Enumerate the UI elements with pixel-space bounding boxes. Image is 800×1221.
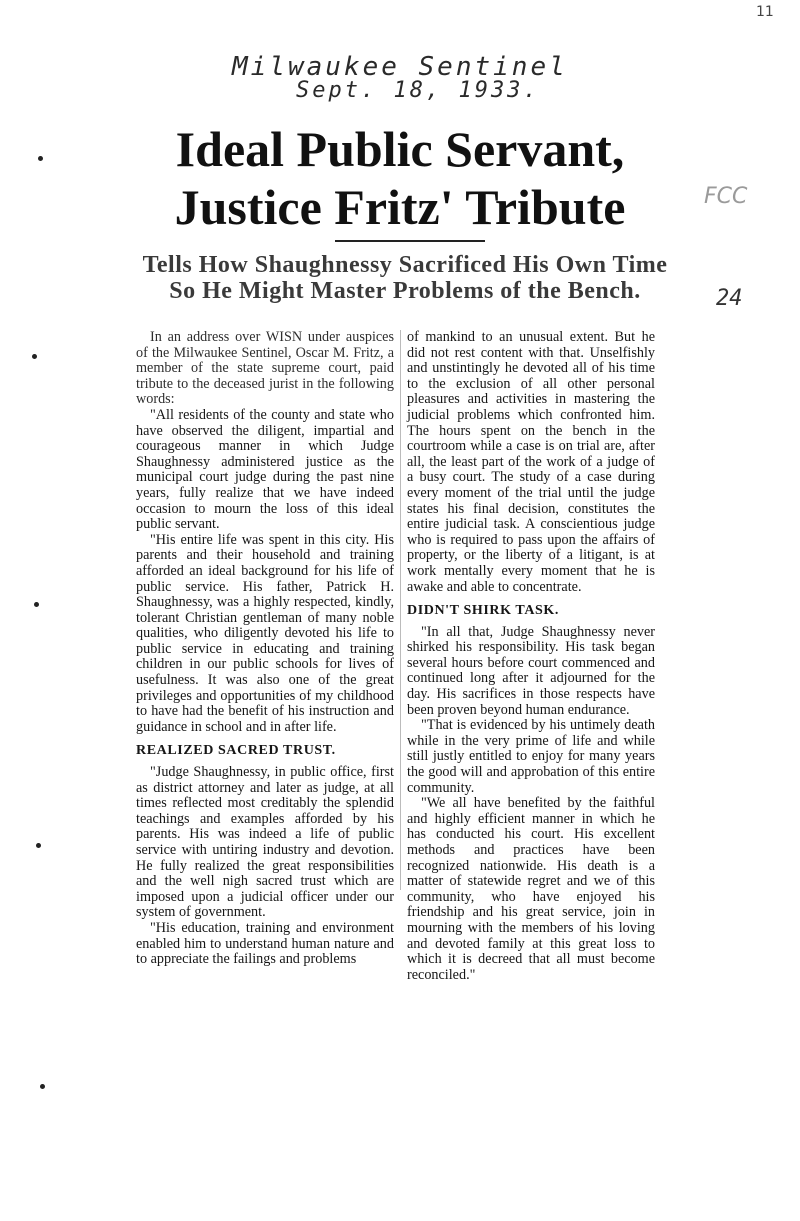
article-paragraph: "We all have benefited by the faithful and highly efficient manner in which he has conducted his court. His excellent methods and practices have been recognized nationwide. His death is a matter of statewide regret and we of this community, who have enjoyed his friendship and his great service, join in mourning with the members of his loving and devoted family at this great loss to which it is decreed that all must become reconciled." (407, 795, 655, 983)
article-paragraph: "His entire life was spent in this city. His parents and their household and training afforded an ideal background for his life of public service. His father, Patrick H. Shaughnessy, was a highly respected, kindly, tolerant Christian gentleman of many noble qualities, who diligently devoted his life to public service in educating and training children in our public schools for lives of usefulness. It was also one of the great privileges and opportunities of my childhood to have had the benefit of his instruction and guidance in school and in after life. (136, 531, 394, 735)
section-subhead: DIDN'T SHIRK TASK. (407, 603, 560, 619)
article-intro-paragraph: In an address over WISN under auspices of the Milwaukee Sentinel, Oscar M. Fritz, a member of the state supreme court, paid tribute to the deceased jurist in the following words: (136, 329, 394, 408)
subheadline-deck: Tells How Shaughnessy Sacrificed His Own Time So He Might Master Problems of the Bench. (142, 252, 668, 304)
handwritten-source-note: Milwaukee Sentinel (232, 52, 568, 82)
margin-note-number: 24 (716, 286, 743, 311)
article-paragraph: "All residents of the county and state who have observed the diligent, impartial and courageous manner in which Judge Shaughnessy administered justice as the municipal court judge during the past nine years, fully realize that we have indeed occasion to mourn the loss of this ideal public servant. (136, 406, 394, 533)
article-paragraph: "His education, training and environment enabled him to understand human nature and to appreciate the failings and problems (136, 919, 394, 968)
margin-note-fcc: FCC (704, 184, 748, 209)
headline-line-1: Ideal Public Servant, (175, 121, 625, 177)
column-divider (400, 330, 401, 890)
article-column-left (136, 330, 394, 968)
article-paragraph: "In all that, Judge Shaughnessy never shirked his responsibility. His task began several hours before court commenced and continued long after it adjourned for the day. His sacrifices in those respects have been proven beyond human endurance. (407, 623, 655, 718)
article-paragraph: of mankind to an unusual extent. But he did not rest content with that. Unselfishly and unstintingly he devoted all of his time to the exclusion of all other personal pleasures and activities in mastering the judicial problems which confronted him. The hours spent on the bench in the courtroom while a case is on trial are, after all, the least part of the work of a judge of a busy court. The study of a case during every moment of the trial until the judge states his final decision, constitutes the entire judicial task. A conscientious judge who is required to pass upon the affairs of property, or the liberty of a litigant, is at work mentally every moment that he is awake and able to concentrate. (407, 329, 655, 595)
article-paragraph: "Judge Shaughnessy, in public office, first as district attorney and later as judge, at all times reflected most creditably the splendid teachings and examples afforded by his parents. His was indeed a life of public service with untiring industry and devotion. He fully realized the great responsibilities and the well nigh sacred trust which are imposed upon a judicial officer under our system of government. (136, 764, 394, 921)
page-number: 11 (756, 4, 774, 20)
headline-line-2: Justice Fritz' Tribute (174, 179, 626, 235)
headline-rule (335, 240, 485, 242)
section-subhead: REALIZED SACRED TRUST. (136, 743, 336, 759)
punch-mark (38, 156, 43, 161)
article-column-right (407, 330, 655, 983)
punch-mark (34, 602, 39, 607)
punch-mark (32, 354, 37, 359)
article-paragraph: "That is evidenced by his untimely death while in the very prime of life and while still justly entitled to enjoy for many years the good will and approbation of this entire community. (407, 717, 655, 796)
handwritten-date-note: Sept. 18, 1933. (296, 78, 540, 103)
punch-mark (40, 1084, 45, 1089)
punch-mark (36, 843, 41, 848)
